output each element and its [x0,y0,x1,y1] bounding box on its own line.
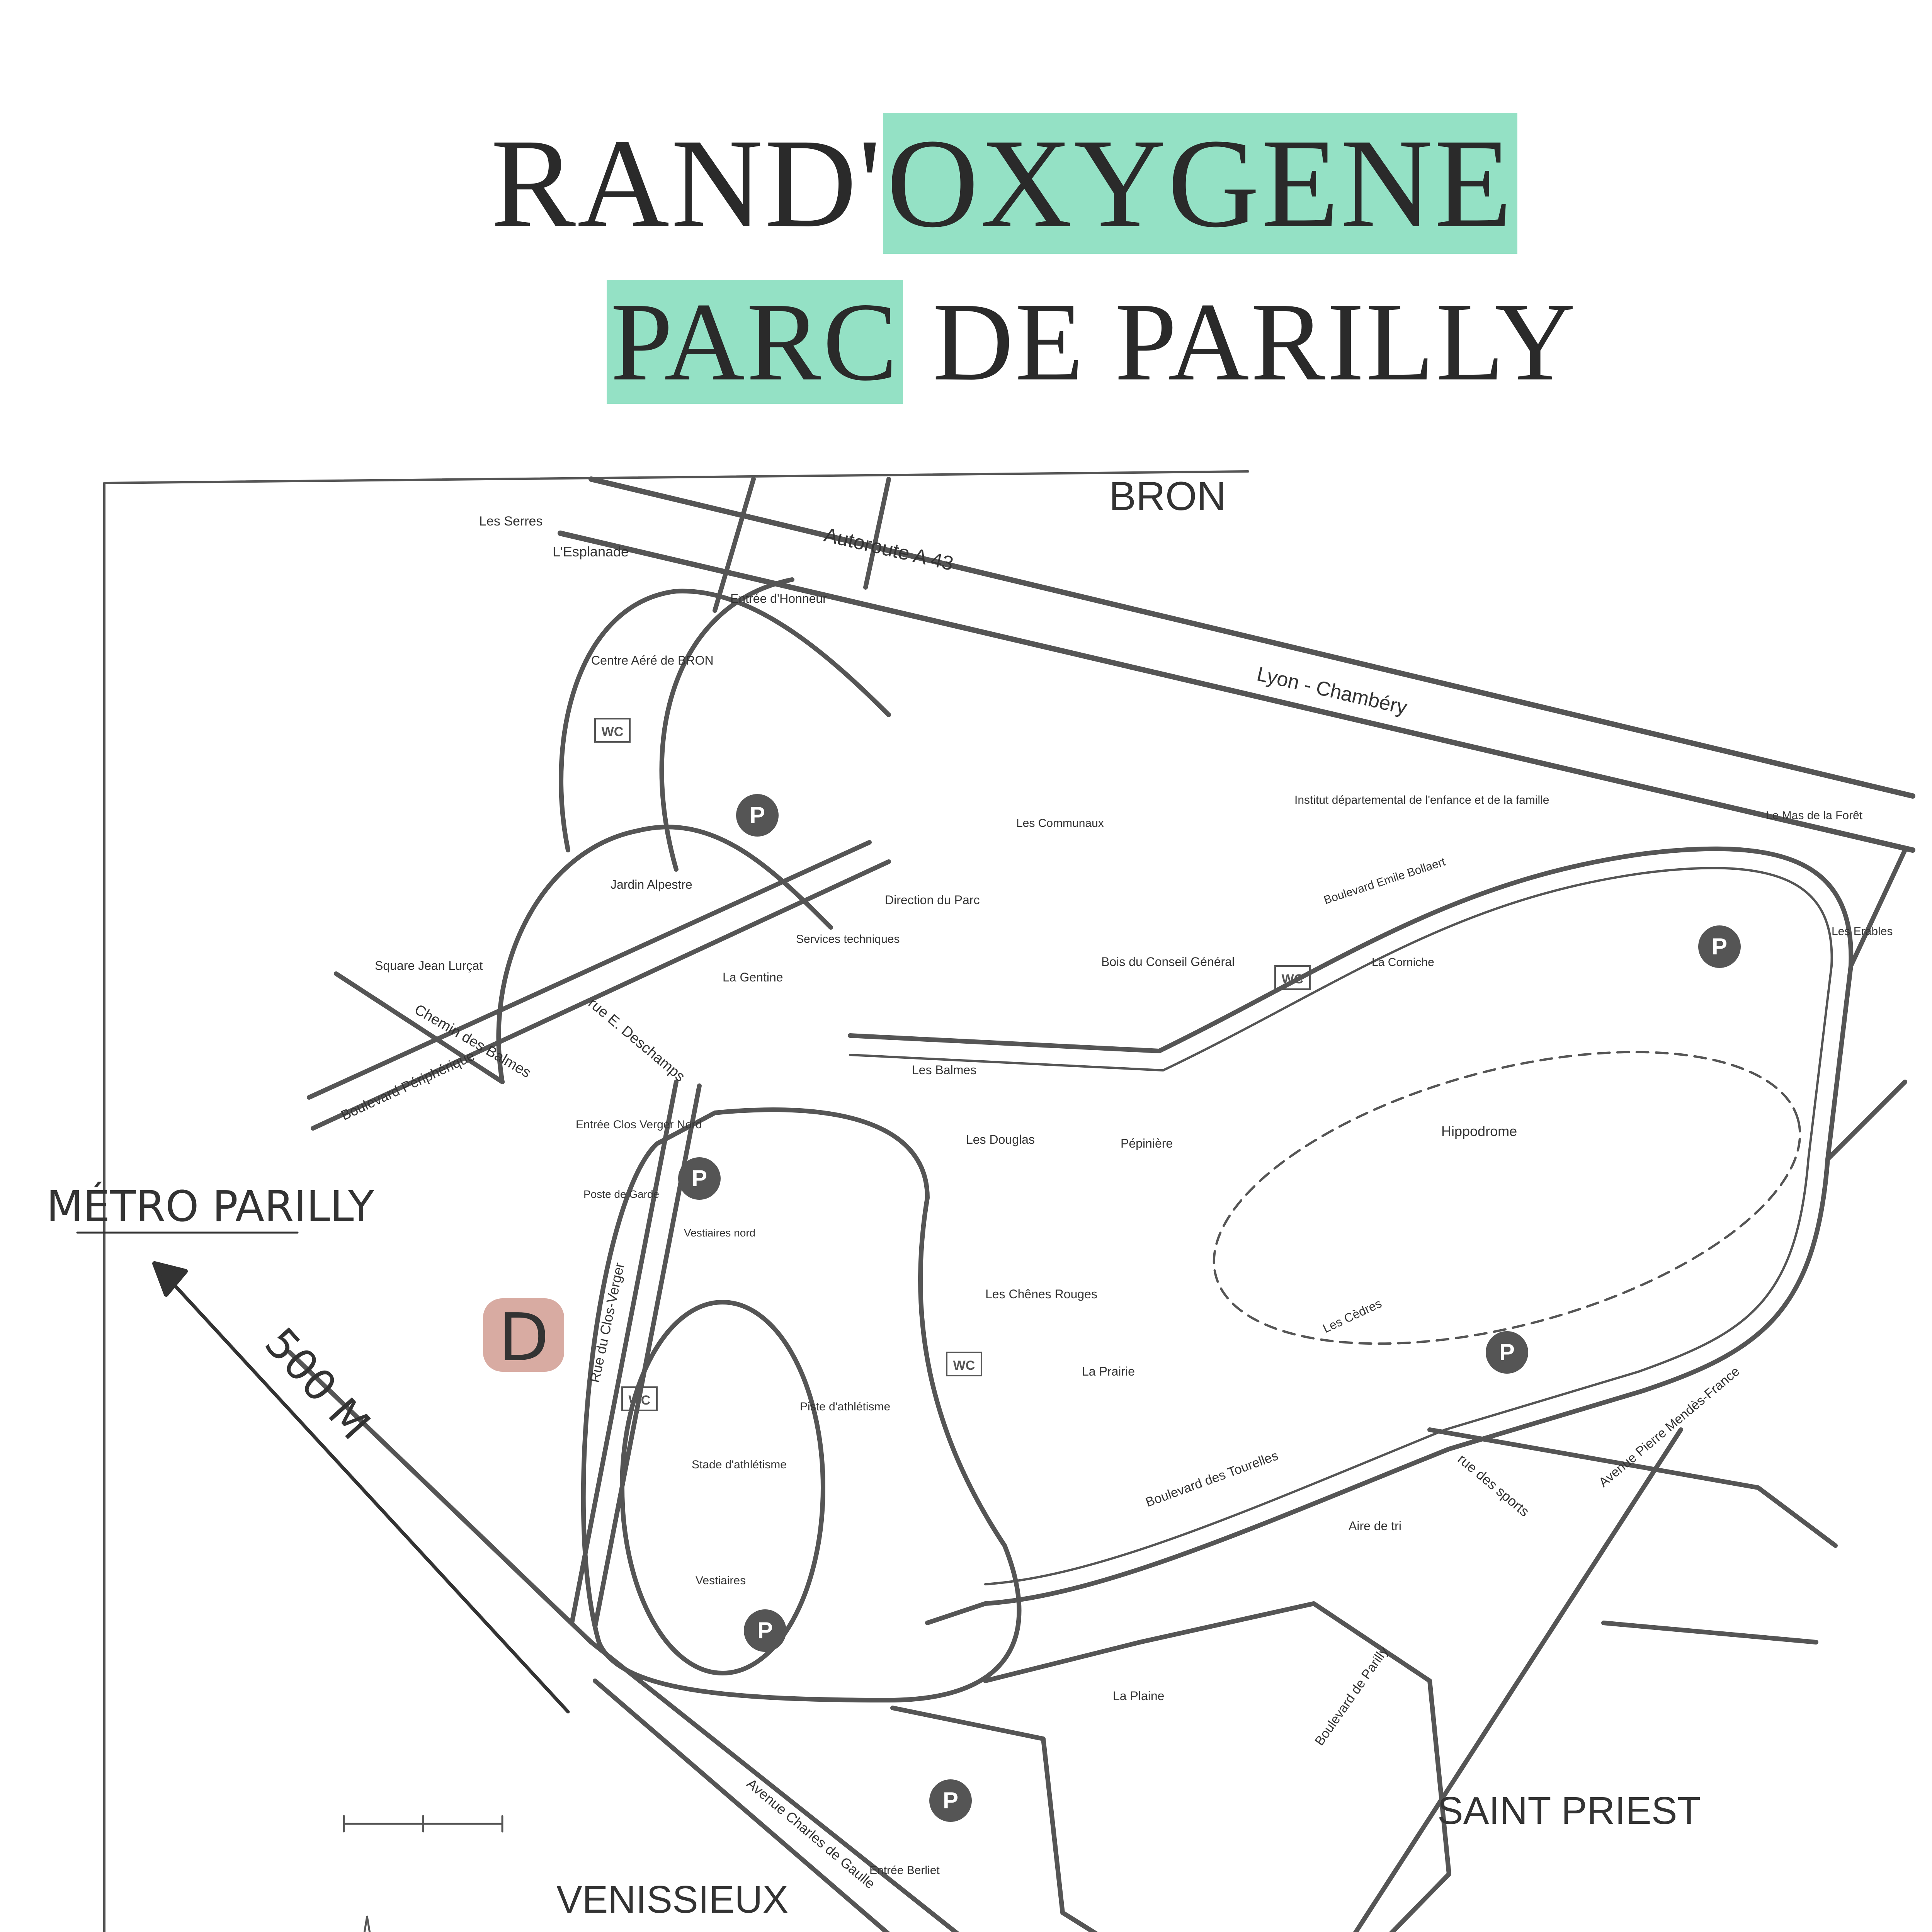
plaine-area [893,1604,1449,1932]
athletics-track [622,1302,823,1673]
title-part1: RAND' [491,113,883,254]
label-gentine: La Gentine [723,970,783,984]
parking-icon: P [691,1165,707,1191]
autoroute-road [591,479,1913,796]
label-rue-clos-verger: Rue du Clos-Verger [586,1261,628,1384]
metro-label: MÉTRO PARILLY [46,1182,374,1231]
label-communaux: Les Communaux [1016,817,1104,830]
label-vestiaires-nord: Vestiaires nord [684,1227,756,1239]
label-bd-tourelles: Boulevard des Tourelles [1143,1448,1281,1510]
parking-icon: P [1499,1339,1515,1365]
label-balmes: Les Balmes [912,1063,977,1077]
label-esplanade: L'Esplanade [553,544,629,560]
label-hippodrome: Hippodrome [1441,1123,1517,1139]
label-bd-parilly: Boulevard de Parilly [1312,1644,1391,1748]
label-douglas: Les Douglas [966,1133,1035,1146]
parking-icon: P [749,802,765,828]
subtitle-rest: DE PARILLY [903,280,1577,404]
label-jardin-alpestre: Jardin Alpestre [611,878,692,891]
meeting-point-label: D [498,1299,549,1376]
label-square-lurcat: Square Jean Lurçat [375,959,483,973]
label-bois-conseil: Bois du Conseil Général [1101,955,1235,969]
poster-subtitle [607,280,1577,404]
label-stade: Stade d'athlétisme [692,1458,787,1471]
poster-title [491,113,1517,254]
label-entree-clos-verger: Entrée Clos Verger Nord [576,1118,702,1131]
label-autoroute: Autoroute A 43 [822,524,956,575]
label-av-mendes-france: Avenue Pierre Mendès-France [1596,1364,1743,1490]
label-plaine: La Plaine [1113,1689,1165,1703]
label-institut: Institut départemental de l'enfance et de la famille [1294,794,1549,806]
label-poste-garde: Poste de Garde [583,1188,660,1200]
label-services: Services techniques [796,933,900,946]
label-aire-tri: Aire de tri [1349,1519,1401,1533]
avenue-de-gaulle [290,1352,1101,1932]
compass-icon [359,1917,375,1932]
wc-icon: WC [953,1358,975,1373]
label-rue-deschamps: rue E. Deschamps [585,995,688,1085]
town-bron: BRON [1109,474,1226,519]
label-prairie: La Prairie [1082,1364,1135,1378]
label-piste: Piste d'athlétisme [800,1400,891,1413]
label-centre-aere: Centre Aéré de BRON [591,653,714,667]
label-mas-foret: Le Mas de la Forêt [1766,809,1863,822]
title-highlight: OXYGENE [883,113,1518,254]
label-entree-berliet: Entrée Berliet [869,1864,940,1877]
label-lyon-chambery: Lyon - Chambéry [1255,663,1410,719]
label-cedres: Les Cèdres [1320,1296,1384,1336]
wc-icon: WC [1281,972,1304,986]
label-serres: Les Serres [479,514,543,529]
label-erables: Les Erables [1832,925,1893,938]
parking-icon: P [942,1787,959,1813]
parking-icon: P [1711,934,1728,959]
parking-icon: P [757,1617,773,1643]
park-ring-road [850,849,1851,1623]
label-chenes-rouges: Les Chênes Rouges [985,1287,1097,1301]
subtitle-highlight: PARC [607,280,903,404]
label-peripherique: Boulevard Périphérique [338,1048,477,1124]
label-rue-sports: rue des sports [1454,1451,1532,1520]
distance-label: 500 M [255,1318,380,1449]
label-av-de-gaulle: Avenue Charles de Gaulle [743,1775,878,1892]
label-pepiniere: Pépinière [1121,1136,1173,1150]
park-map [46,464,1905,1932]
wc-icon: WC [628,1393,651,1408]
label-entree-honneur: Entrée d'Honneur [730,592,827,605]
town-saint-priest: SAINT PRIEST [1437,1789,1701,1832]
label-corniche: La Corniche [1372,956,1434,969]
town-venissieux: VENISSIEUX [556,1878,789,1921]
label-direction: Direction du Parc [885,893,980,907]
label-vestiaires: Vestiaires [696,1574,746,1587]
label-bd-bollaert: Boulevard Emile Bollaert [1322,855,1447,907]
label-chemin-balmes: Chemin des Balmes [412,1001,534,1081]
wc-icon: WC [601,724,624,739]
